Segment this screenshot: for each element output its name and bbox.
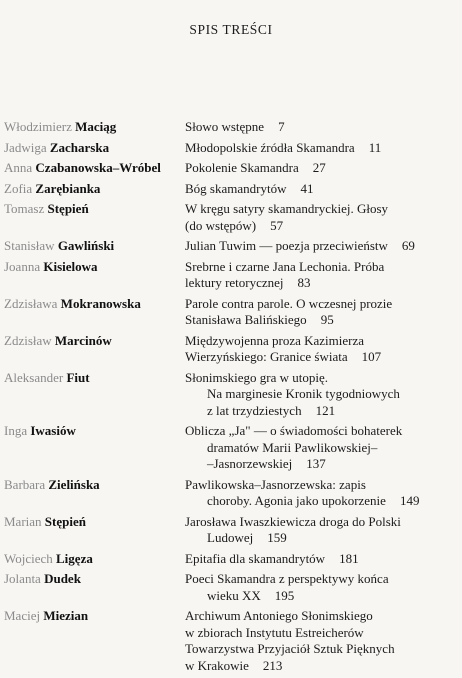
toc-title-line [185,658,456,675]
toc-title-line [185,119,456,136]
toc-title-text: Młodopolskie źródła Skamandra [185,139,355,155]
toc-author [0,296,185,313]
toc-title-text: Pokolenie Skamandra [185,160,299,175]
author-first-name: Tomasz [4,201,45,216]
toc-title-text: –Jasnorzewskiej [207,456,293,471]
toc-title-line [185,551,456,568]
toc-page-number: 27 [312,160,326,175]
toc-title [185,477,462,510]
toc-title-line [185,477,456,494]
toc-title-line [185,641,456,658]
toc-title-line [185,530,456,547]
toc-author [0,571,185,588]
toc-title-line [185,456,456,473]
toc-title-text: (do wstępów) [185,217,257,233]
author-first-name: Anna [4,160,33,175]
toc-title [185,201,462,234]
author-last-name: Zielińska [48,476,100,492]
toc-title-text: Jarosława Iwaszkiewicza droga do Polski [185,513,401,529]
author-first-name: Wojciech [4,550,53,566]
author-first-name: Marian [4,513,42,529]
toc-title-line [185,386,456,403]
toc-page-number: 195 [274,587,295,603]
toc-title-text: Towarzystwa Przyjaciół Sztuk Pięknych [185,641,395,656]
toc-page-number: 149 [399,493,420,508]
toc-title [185,181,462,198]
toc-author [0,423,185,440]
toc-page-number: 95 [320,312,334,327]
author-first-name: Jolanta [4,571,41,586]
toc-title-line [185,571,456,588]
author-first-name: Barbara [4,476,46,492]
toc-author [0,140,185,157]
author-last-name: Czabanowska–Wróbel [35,160,161,175]
toc-author [0,477,185,494]
author-first-name: Joanna [4,258,41,274]
toc-list [0,119,462,678]
toc-title [185,140,462,157]
toc-title-text: wieku XX [207,587,261,603]
toc-title-line [185,181,456,198]
toc-page-number: 159 [267,530,287,545]
toc-page-number: 41 [300,180,314,196]
author-first-name: Zofia [4,180,33,196]
toc-title-text: Słonimskiego gra w utopię. [185,369,328,385]
toc-title-text: Ludowej [207,530,254,545]
author-last-name: Dudek [44,571,81,586]
author-first-name: Stanisław [4,238,55,253]
toc-page-number: 137 [306,456,326,471]
toc-entry [0,201,462,234]
toc-author [0,160,185,177]
toc-title-text: choroby. Agonia jako upokorzenie [207,493,386,508]
author-last-name: Mokranowska [60,295,141,311]
toc-entry [0,571,462,604]
toc-entry [0,423,462,473]
author-first-name: Zdzisław [4,332,52,348]
toc-entry [0,608,462,674]
toc-title-text: Słowo wstępne [185,119,265,134]
toc-entry [0,259,462,292]
toc-author [0,238,185,255]
toc-title [185,119,462,136]
toc-entry [0,238,462,255]
toc-title-text: dramatów Marii Pawlikowskiej– [207,439,378,455]
toc-title-text: Na marginesie Kronik tygodniowych [207,386,400,401]
author-last-name: Ligęza [56,550,93,566]
toc-title-line [185,218,456,235]
toc-author [0,201,185,218]
author-last-name: Zarębianka [35,180,101,196]
author-first-name: Maciej [4,608,41,623]
toc-title-text: z lat trzydziestych [207,402,302,418]
toc-title-text: Epitafia dla skamandrytów [185,550,326,566]
toc-title-line [185,423,456,440]
author-first-name: Inga [4,423,28,438]
toc-title [185,370,462,420]
author-last-name: Iwasiów [30,423,76,438]
author-last-name: Kisielowa [43,258,98,274]
toc-author [0,608,185,625]
toc-author [0,181,185,198]
toc-title [185,514,462,547]
toc-entry [0,140,462,157]
toc-entry [0,514,462,547]
author-last-name: Miezian [43,608,89,623]
toc-title-line [185,403,456,420]
toc-title-line [185,370,456,387]
toc-title-text: Oblicza „Ja" — o świadomości bohaterek [185,423,403,438]
toc-page-number: 181 [339,550,359,566]
author-first-name: Włodzimierz [4,119,72,134]
toc-title [185,551,462,568]
toc-title-line [185,312,456,329]
toc-page-number: 11 [368,139,382,155]
toc-title-line [185,625,456,642]
toc-title-line [185,349,456,366]
toc-author [0,259,185,276]
toc-page-number: 7 [278,119,285,134]
toc-title-text: Archiwum Antoniego Słonimskiego [185,608,373,623]
toc-entry [0,551,462,568]
toc-title-line [185,296,456,313]
toc-entry [0,119,462,136]
toc-author [0,370,185,387]
toc-title-text: Wierzyńskiego: Granice świata [185,349,348,364]
toc-title [185,296,462,329]
author-last-name: Gawliński [57,238,115,253]
toc-page-number: 69 [401,238,415,253]
toc-title-text: Parole contra parole. O wczesnej prozie [185,295,393,311]
toc-title-line [185,275,456,292]
toc-title-text: Julian Tuwim — poezja przeciwieństw [185,238,388,253]
author-first-name: Zdzisława [4,295,58,311]
toc-title-text: Pawlikowska–Jasnorzewska: zapis [185,476,366,492]
toc-page-number: 121 [315,402,336,418]
author-last-name: Marcinów [54,332,112,348]
toc-title [185,259,462,292]
toc-author [0,119,185,136]
page-title: SPIS TREŚCI [189,22,273,37]
toc-title-text: lektury retorycznej [185,275,284,290]
author-last-name: Fiut [66,369,90,385]
toc-title-text: w zbiorach Instytutu Estreicherów [185,624,364,640]
toc-title-line [185,160,456,177]
toc-page-number: 213 [262,657,283,673]
toc-entry [0,160,462,177]
toc-author [0,551,185,568]
author-first-name: Jadwiga [4,139,47,155]
toc-page-number: 83 [297,275,311,290]
toc-entry [0,333,462,366]
toc-entry [0,370,462,420]
toc-title [185,160,462,177]
toc-entry [0,181,462,198]
toc-title-line [185,588,456,605]
toc-title [185,571,462,604]
toc-title-line [185,333,456,350]
toc-title-text: Stanisława Balińskiego [185,312,307,327]
toc-title-text: Poeci Skamandra z perspektywy końca [185,571,389,586]
toc-author [0,514,185,531]
toc-title-line [185,201,456,218]
toc-title-text: Bóg skamandrytów [185,180,287,196]
toc-title-text: w Krakowie [185,657,249,673]
toc-title [185,238,462,255]
toc-title [185,333,462,366]
toc-author [0,333,185,350]
toc-title-line [185,238,456,255]
toc-title [185,423,462,473]
author-last-name: Zacharska [49,139,110,155]
toc-page-number: 107 [361,349,382,364]
author-last-name: Stępień [47,201,89,216]
toc-entry [0,477,462,510]
toc-title-line [185,259,456,276]
toc-title-text: W kręgu satyry skamandryckiej. Głosy [185,201,389,216]
toc-title [185,608,462,674]
toc-title-line [185,493,456,510]
toc-title-text: Międzywojenna proza Kazimierza [185,332,365,348]
toc-title-line [185,140,456,157]
toc-title-line [185,514,456,531]
toc-title-text: Srebrne i czarne Jana Lechonia. Próba [185,258,385,274]
author-last-name: Maciąg [75,119,117,134]
toc-entry [0,296,462,329]
author-first-name: Aleksander [4,369,64,385]
author-last-name: Stępień [44,513,86,529]
toc-page-number: 57 [270,217,284,233]
toc-title-line [185,440,456,457]
toc-title-line [185,608,456,625]
